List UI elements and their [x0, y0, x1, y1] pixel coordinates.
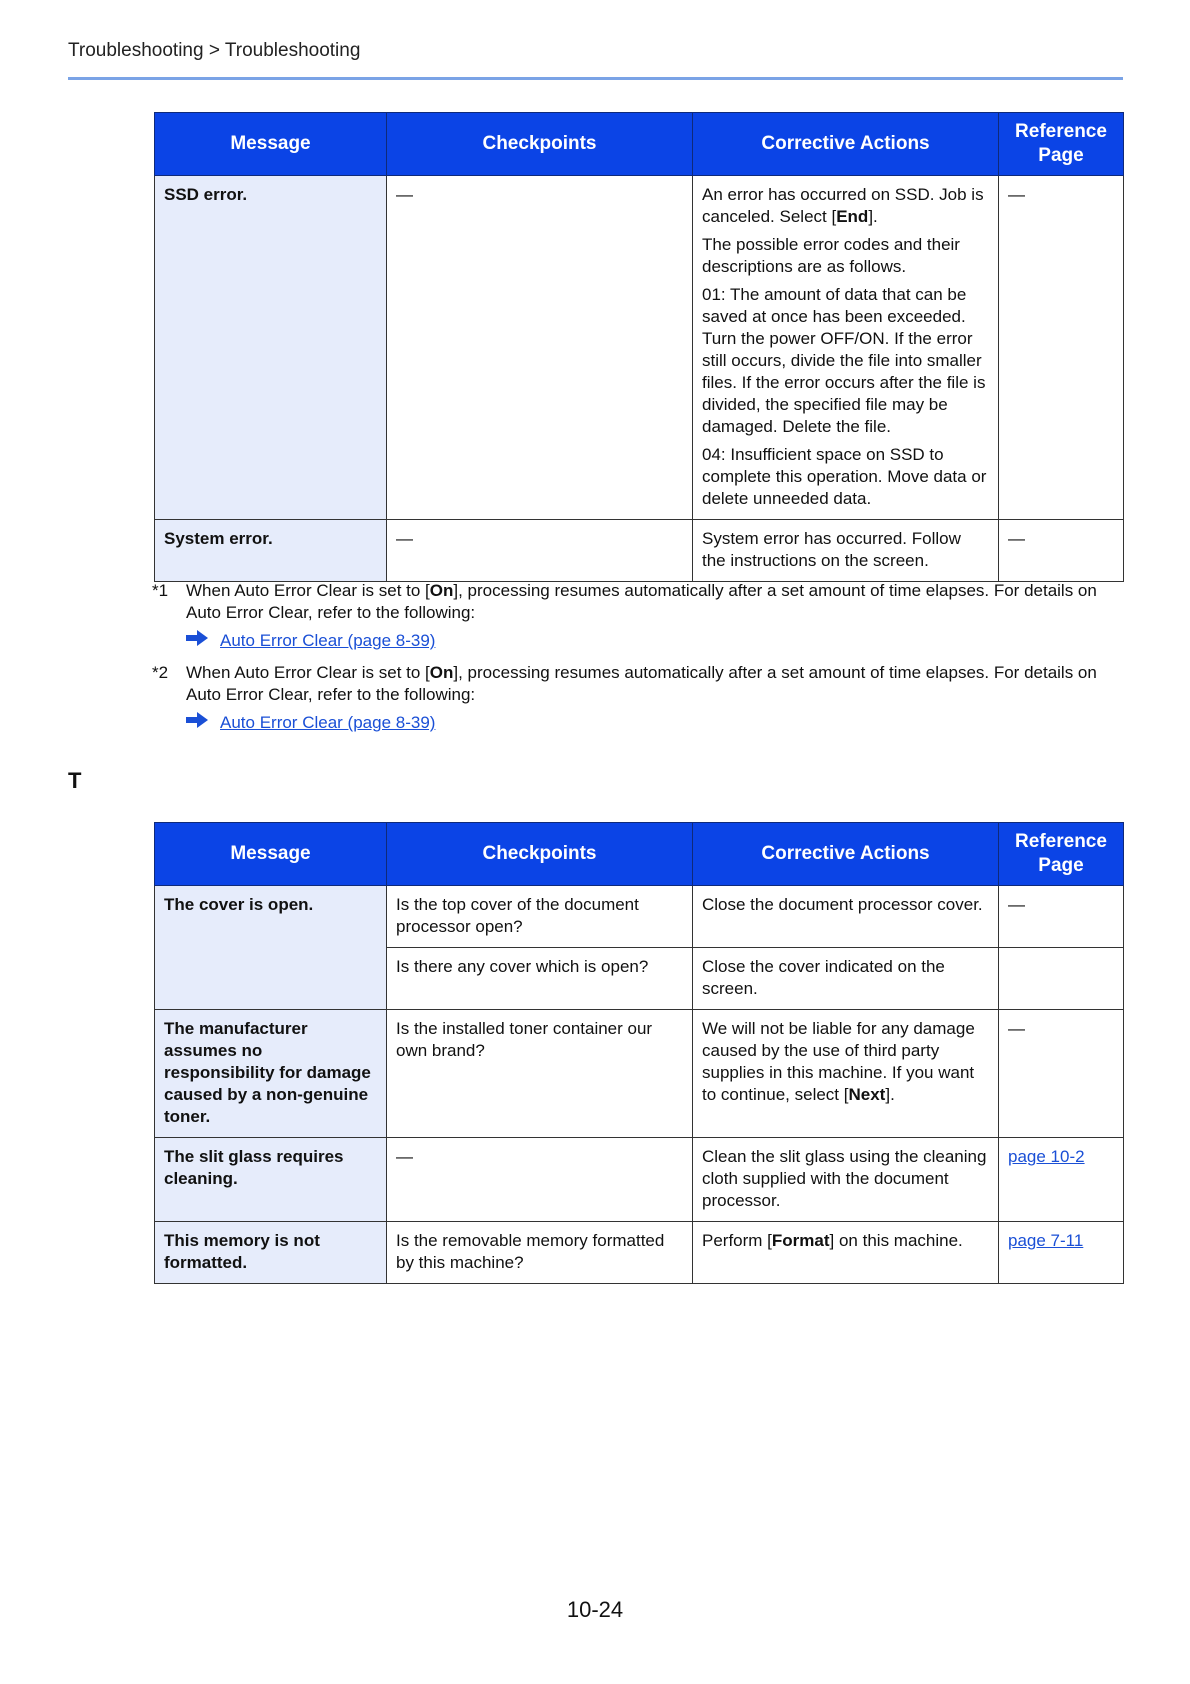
action-line: An error has occurred on SSD. Job is canceled. Select [End]. — [702, 185, 984, 226]
message-cell: The cover is open. — [155, 886, 387, 1010]
header-corrective-actions: Corrective Actions — [693, 823, 999, 886]
footnote-mark: *2 — [152, 663, 169, 682]
header-checkpoints: Checkpoints — [387, 113, 693, 176]
header-corrective-actions: Corrective Actions — [693, 113, 999, 176]
message-cell: SSD error. — [155, 176, 387, 520]
action-cell: Close the document processor cover. — [693, 886, 999, 948]
table-header-row — [155, 823, 1124, 886]
footnotes — [152, 580, 1127, 744]
auto-error-clear-link[interactable]: Auto Error Clear (page 8-39) — [220, 713, 436, 732]
header-rule — [68, 77, 1123, 80]
error-table-t — [154, 822, 1124, 1284]
table-header-row — [155, 113, 1124, 176]
auto-error-clear-link[interactable]: Auto Error Clear (page 8-39) — [220, 631, 436, 650]
message-cell: System error. — [155, 520, 387, 582]
reference-cell: — — [999, 520, 1124, 582]
message-cell: The slit glass requires cleaning. — [155, 1138, 387, 1222]
reference-link[interactable]: page 10-2 — [1008, 1147, 1085, 1166]
action-line: 04: Insufficient space on SSD to complete this operation. Move data or delete unneeded data. — [702, 445, 987, 508]
action-line: 01: The amount of data that can be saved at once has been exceeded. Turn the power OFF/ON. If the error still occurs, divide the file into smaller files. If the error occurs after the file is divided, the specified file may be damaged. Delete the file. — [702, 285, 986, 436]
table-row — [155, 1222, 1124, 1284]
action-cell: Clean the slit glass using the cleaning cloth supplied with the document processor. — [693, 1138, 999, 1222]
message-cell: This memory is not formatted. — [155, 1222, 387, 1284]
message-cell: The manufacturer assumes no responsibility for damage caused by a non-genuine toner. — [155, 1010, 387, 1138]
header-checkpoints: Checkpoints — [387, 823, 693, 886]
checkpoint-cell: — — [387, 1138, 693, 1222]
header-message: Message — [155, 823, 387, 886]
reference-cell: — — [999, 886, 1124, 948]
checkpoint-cell: Is there any cover which is open? — [387, 948, 693, 1010]
reference-link[interactable]: page 7-11 — [1008, 1231, 1084, 1250]
reference-cell: — — [999, 1010, 1124, 1138]
checkpoint-cell: Is the installed toner container our own brand? — [387, 1010, 693, 1138]
header-reference-page: Reference Page — [999, 823, 1124, 886]
reference-cell: — — [999, 176, 1124, 520]
footnote — [152, 580, 1127, 652]
table-row — [155, 520, 1124, 582]
table-row — [155, 176, 1124, 520]
error-table-s — [154, 112, 1124, 582]
footnote-text: When Auto Error Clear is set to [On], processing resumes automatically after a set amount of time elapses. For details on Auto Error Clear, refer to the following: — [186, 581, 1097, 622]
breadcrumb: Troubleshooting > Troubleshooting — [68, 40, 361, 61]
right-arrow-icon — [186, 630, 208, 652]
checkpoint-cell: Is the top cover of the document processor open? — [387, 886, 693, 948]
header-reference-page: Reference Page — [999, 113, 1124, 176]
checkpoint-cell: — — [387, 520, 693, 582]
action-cell: Perform [Format] on this machine. — [693, 1222, 999, 1284]
header-message: Message — [155, 113, 387, 176]
reference-cell — [999, 1138, 1124, 1222]
page-number: 10-24 — [566, 1597, 624, 1622]
action-cell: Close the cover indicated on the screen. — [693, 948, 999, 1010]
checkpoint-cell: — — [387, 176, 693, 520]
table-row — [155, 1138, 1124, 1222]
action-cell: System error has occurred. Follow the instructions on the screen. — [693, 520, 999, 582]
footnote-text: When Auto Error Clear is set to [On], processing resumes automatically after a set amount of time elapses. For details on Auto Error Clear, refer to the following: — [186, 663, 1097, 704]
table-row — [155, 1010, 1124, 1138]
table-row — [155, 886, 1124, 948]
reference-cell — [999, 1222, 1124, 1284]
right-arrow-icon — [186, 712, 208, 734]
action-cell: We will not be liable for any damage caused by the use of third party supplies in this machine. If you want to continue, select [Next]. — [693, 1010, 999, 1138]
footnote-reference — [186, 630, 1127, 652]
footnote-reference — [186, 712, 1127, 734]
footnote — [152, 662, 1127, 734]
footnote-mark: *1 — [152, 581, 169, 600]
action-cell — [693, 176, 999, 520]
checkpoint-cell: Is the removable memory formatted by this machine? — [387, 1222, 693, 1284]
section-letter: T — [68, 768, 82, 793]
reference-cell — [999, 948, 1124, 1010]
action-line: The possible error codes and their descriptions are as follows. — [702, 235, 960, 276]
